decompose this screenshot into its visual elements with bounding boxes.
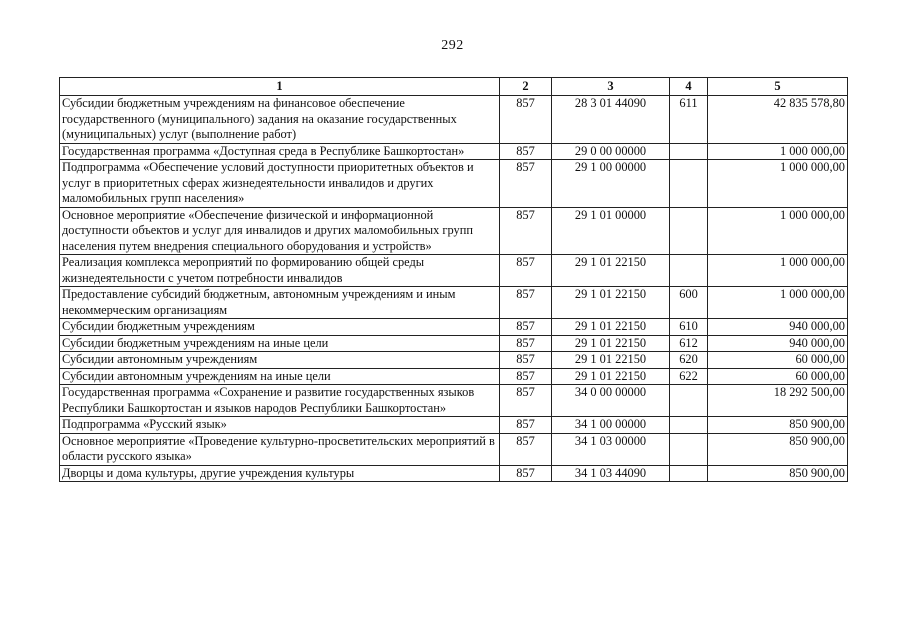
table-row: [60, 433, 848, 465]
cell-csr: 29 1 01 00000: [552, 207, 670, 255]
cell-csr: 29 1 01 22150: [552, 352, 670, 369]
cell-ved: 857: [500, 319, 552, 336]
cell-name: Подпрограмма «Обеспечение условий доступности приоритетных объектов и услуг в приоритетных сферах жизнедеятельности инвалидов и других маломобильных групп населения»: [60, 160, 500, 208]
cell-name: Государственная программа «Сохранение и развитие государственных языков Республики Башкортостан и языков народов Республики Башкортостан»: [60, 385, 500, 417]
cell-vr: 600: [670, 287, 708, 319]
cell-sum: 1 000 000,00: [708, 255, 848, 287]
table-row: [60, 417, 848, 434]
cell-sum: 42 835 578,80: [708, 96, 848, 144]
cell-sum: 940 000,00: [708, 319, 848, 336]
table-row: [60, 352, 848, 369]
cell-csr: 34 1 03 44090: [552, 465, 670, 482]
cell-csr: 29 1 01 22150: [552, 287, 670, 319]
cell-csr: 29 1 01 22150: [552, 368, 670, 385]
page-number: 292: [441, 38, 464, 53]
cell-ved: 857: [500, 96, 552, 144]
header-col-4: 4: [670, 78, 708, 96]
cell-sum: 60 000,00: [708, 352, 848, 369]
cell-vr: 611: [670, 96, 708, 144]
cell-ved: 857: [500, 287, 552, 319]
table-row: [60, 160, 848, 208]
cell-vr: [670, 207, 708, 255]
cell-name: Субсидии бюджетным учреждениям: [60, 319, 500, 336]
header-col-2: 2: [500, 78, 552, 96]
cell-csr: 28 3 01 44090: [552, 96, 670, 144]
cell-ved: 857: [500, 255, 552, 287]
table-row: [60, 335, 848, 352]
table-row: [60, 319, 848, 336]
cell-sum: 850 900,00: [708, 433, 848, 465]
cell-name: Подпрограмма «Русский язык»: [60, 417, 500, 434]
cell-ved: 857: [500, 433, 552, 465]
cell-ved: 857: [500, 160, 552, 208]
cell-sum: 1 000 000,00: [708, 143, 848, 160]
table-row: [60, 385, 848, 417]
table-row: [60, 255, 848, 287]
cell-vr: [670, 433, 708, 465]
cell-csr: 29 0 00 00000: [552, 143, 670, 160]
table-row: [60, 287, 848, 319]
header-row: [60, 78, 848, 96]
header-col-1: 1: [60, 78, 500, 96]
cell-vr: 612: [670, 335, 708, 352]
cell-vr: 610: [670, 319, 708, 336]
table-row: [60, 465, 848, 482]
cell-csr: 29 1 00 00000: [552, 160, 670, 208]
header-col-3: 3: [552, 78, 670, 96]
cell-sum: 60 000,00: [708, 368, 848, 385]
table-row: [60, 368, 848, 385]
header-col-5: 5: [708, 78, 848, 96]
cell-csr: 34 0 00 00000: [552, 385, 670, 417]
cell-name: Основное мероприятие «Проведение культурно-просветительских мероприятий в области русского языка»: [60, 433, 500, 465]
cell-ved: 857: [500, 465, 552, 482]
cell-ved: 857: [500, 143, 552, 160]
cell-ved: 857: [500, 352, 552, 369]
cell-sum: 18 292 500,00: [708, 385, 848, 417]
cell-csr: 29 1 01 22150: [552, 335, 670, 352]
cell-sum: 940 000,00: [708, 335, 848, 352]
cell-ved: 857: [500, 335, 552, 352]
cell-sum: 850 900,00: [708, 417, 848, 434]
table-row: [60, 143, 848, 160]
cell-ved: 857: [500, 207, 552, 255]
table-row: [60, 96, 848, 144]
cell-name: Субсидии бюджетным учреждениям на иные цели: [60, 335, 500, 352]
cell-ved: 857: [500, 368, 552, 385]
cell-vr: 622: [670, 368, 708, 385]
cell-name: Государственная программа «Доступная среда в Республике Башкортостан»: [60, 143, 500, 160]
cell-name: Субсидии автономным учреждениям: [60, 352, 500, 369]
cell-vr: [670, 417, 708, 434]
cell-name: Субсидии автономным учреждениям на иные цели: [60, 368, 500, 385]
budget-table: [59, 77, 848, 482]
cell-sum: 850 900,00: [708, 465, 848, 482]
cell-sum: 1 000 000,00: [708, 207, 848, 255]
cell-sum: 1 000 000,00: [708, 160, 848, 208]
cell-name: Предоставление субсидий бюджетным, автономным учреждениям и иным некоммерческим организациям: [60, 287, 500, 319]
table-row: [60, 207, 848, 255]
cell-csr: 29 1 01 22150: [552, 255, 670, 287]
cell-vr: [670, 160, 708, 208]
cell-sum: 1 000 000,00: [708, 287, 848, 319]
cell-name: Реализация комплекса мероприятий по формированию общей среды жизнедеятельности с учетом потребности инвалидов: [60, 255, 500, 287]
cell-vr: [670, 143, 708, 160]
cell-name: Основное мероприятие «Обеспечение физической и информационной доступности объектов и услуг для инвалидов и других маломобильных групп населения путем внедрения специального оборудования и устройств»: [60, 207, 500, 255]
cell-name: Дворцы и дома культуры, другие учреждения культуры: [60, 465, 500, 482]
cell-ved: 857: [500, 385, 552, 417]
cell-csr: 34 1 00 00000: [552, 417, 670, 434]
cell-vr: [670, 255, 708, 287]
cell-csr: 29 1 01 22150: [552, 319, 670, 336]
cell-vr: [670, 385, 708, 417]
cell-csr: 34 1 03 00000: [552, 433, 670, 465]
cell-vr: 620: [670, 352, 708, 369]
cell-ved: 857: [500, 417, 552, 434]
cell-vr: [670, 465, 708, 482]
cell-name: Субсидии бюджетным учреждениям на финансовое обеспечение государственного (муниципального) задания на оказание государственных (муниципальных) услуг (выполнение работ): [60, 96, 500, 144]
